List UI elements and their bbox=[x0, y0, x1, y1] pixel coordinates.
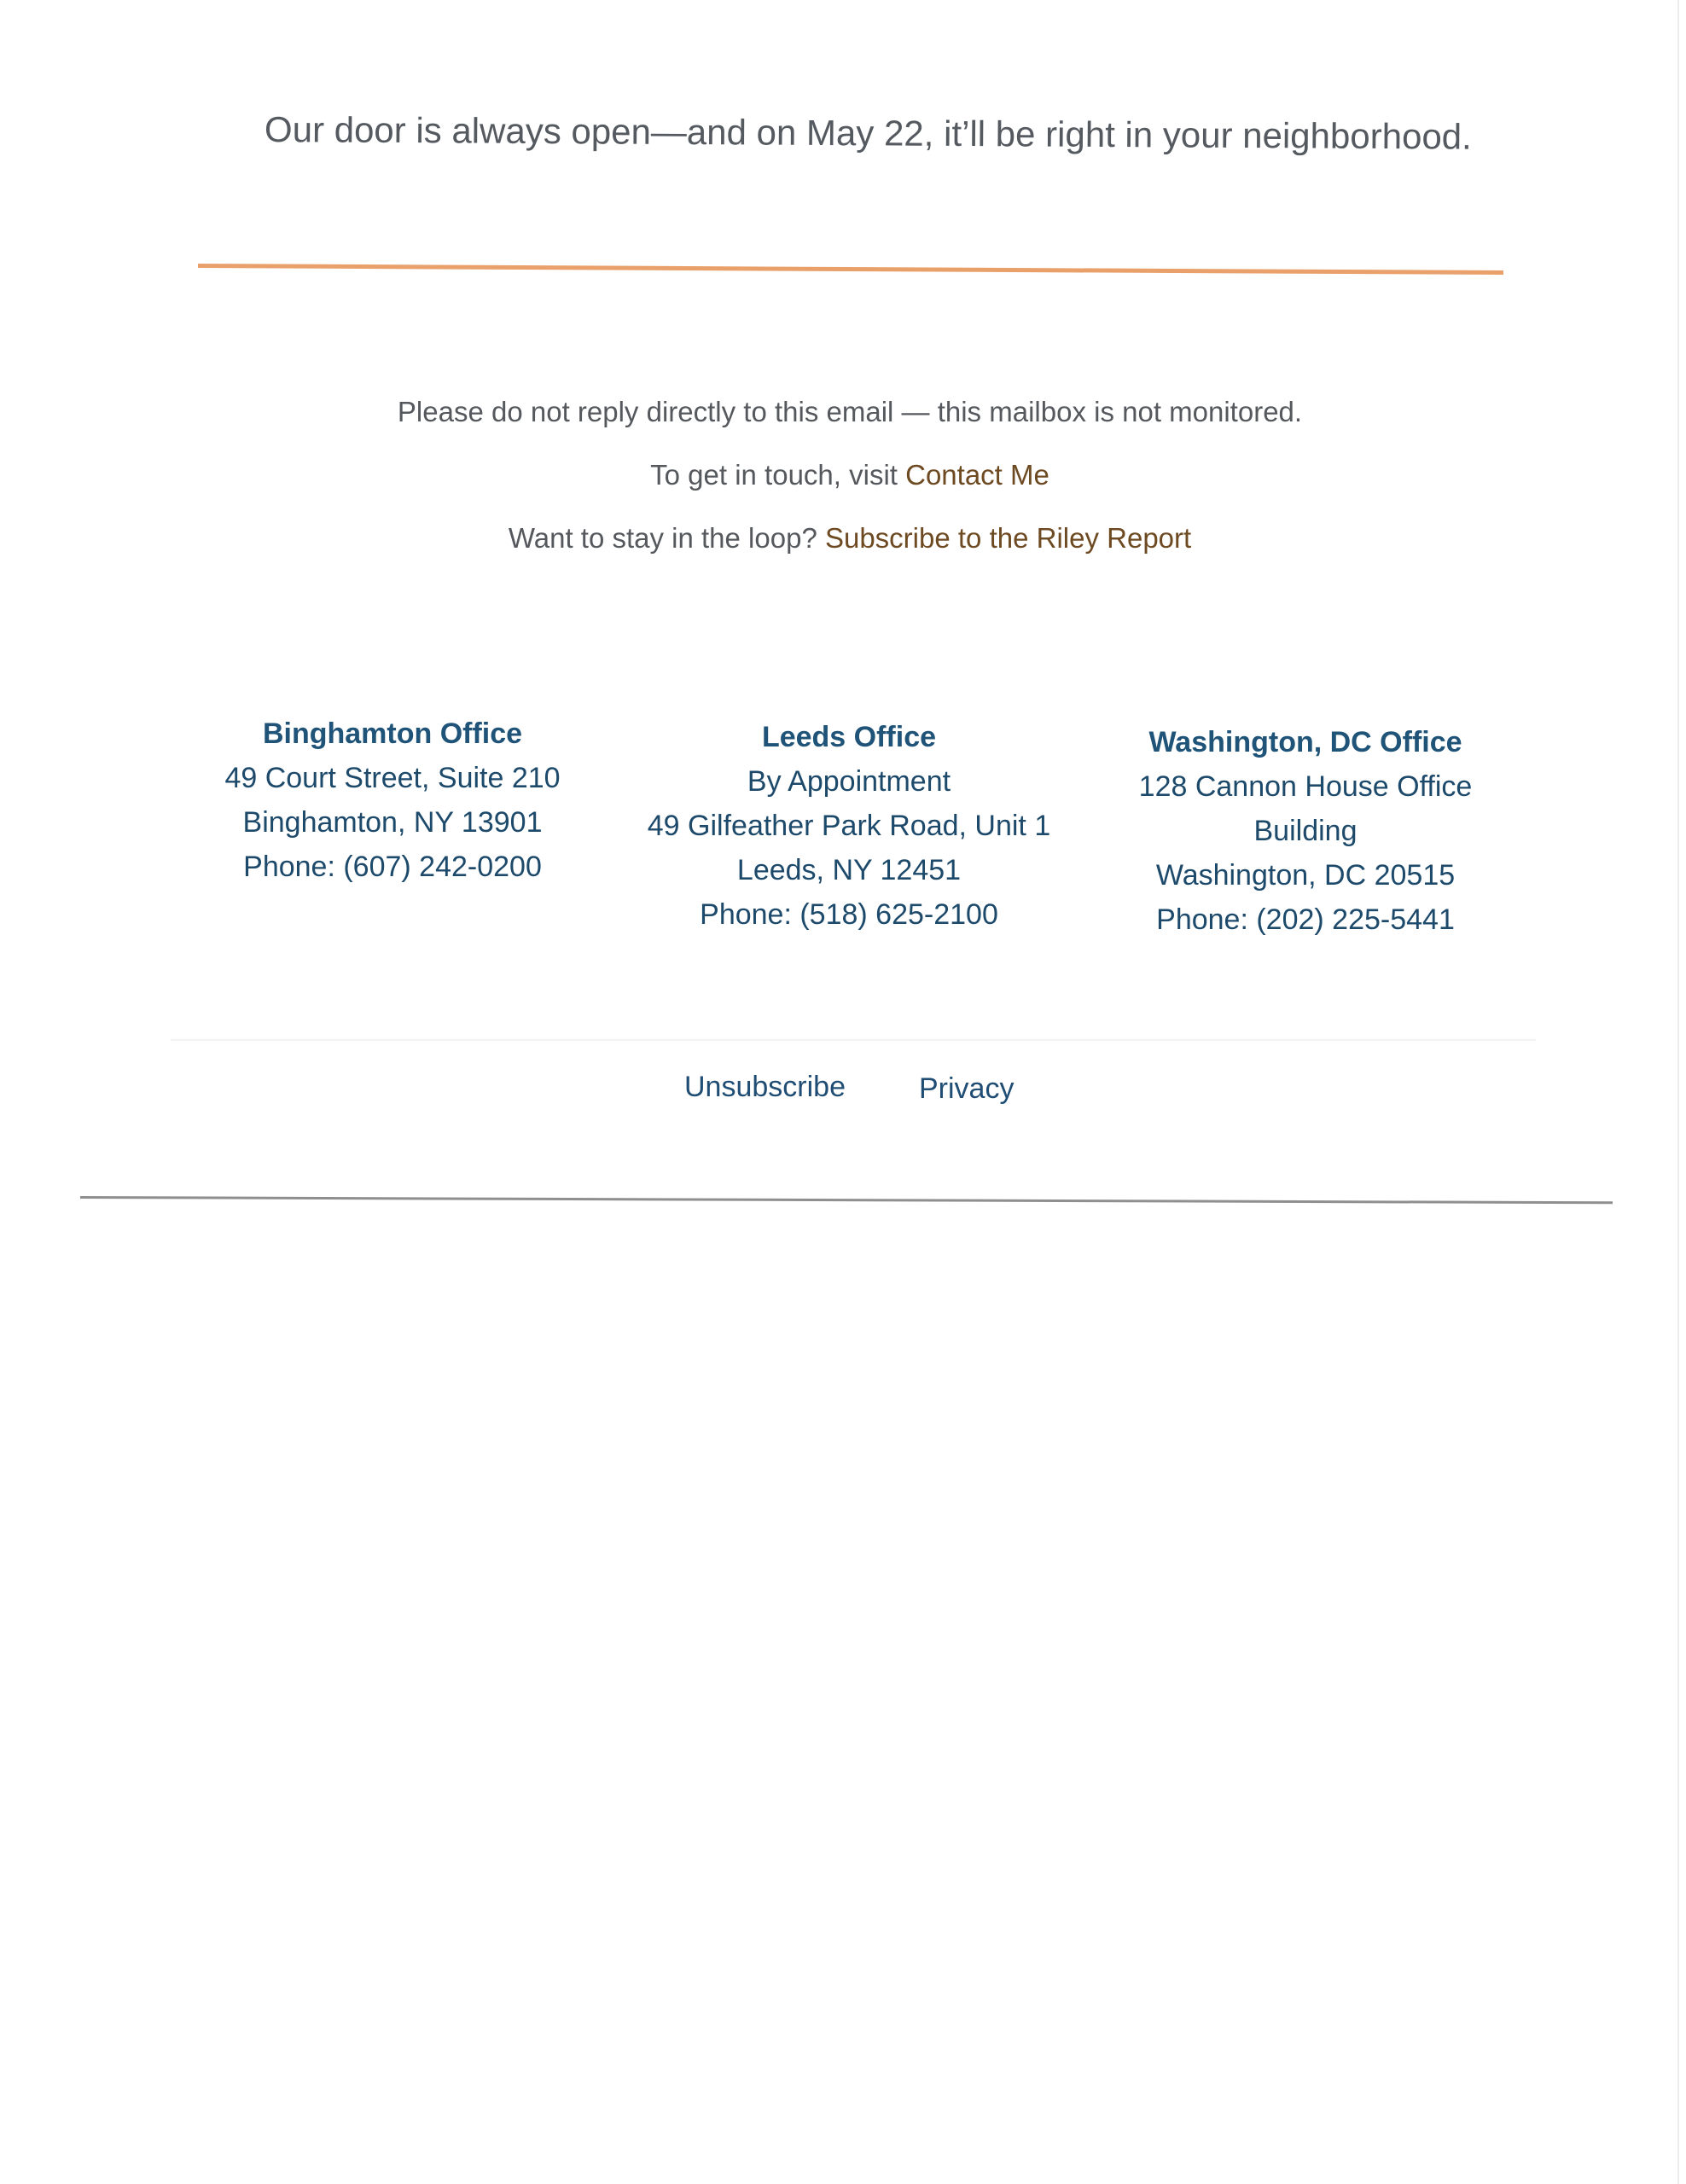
office-binghamton bbox=[179, 712, 606, 889]
office-city-line: Binghamton, NY 13901 bbox=[242, 806, 543, 839]
closing-message: Our door is always open—and on May 22, it’ll be right in your neighborhood. bbox=[264, 109, 1472, 157]
office-phone: Phone: (202) 225-5441 bbox=[1156, 903, 1455, 936]
office-note: By Appointment bbox=[747, 765, 951, 798]
footer-divider bbox=[171, 1039, 1536, 1041]
office-leeds bbox=[636, 715, 1062, 937]
contact-line bbox=[7, 459, 1686, 491]
scan-edge bbox=[1677, 0, 1679, 2184]
unsubscribe-link[interactable]: Unsubscribe bbox=[684, 1071, 846, 1103]
office-name: Binghamton Office bbox=[262, 717, 523, 750]
office-address-line: 49 Court Street, Suite 210 bbox=[224, 762, 561, 794]
office-phone: Phone: (607) 242-0200 bbox=[243, 851, 542, 883]
contact-me-link[interactable]: Contact Me bbox=[905, 459, 1049, 491]
privacy-link[interactable]: Privacy bbox=[919, 1072, 1015, 1105]
office-address-line: 128 Cannon House Office bbox=[1138, 770, 1473, 803]
office-phone: Phone: (518) 625-2100 bbox=[700, 898, 998, 931]
page-end-rule bbox=[80, 1196, 1613, 1204]
no-reply-notice: Please do not reply directly to this email — this mailbox is not monitored. bbox=[397, 396, 1303, 427]
subscribe-prefix: Want to stay in the loop? bbox=[508, 522, 825, 554]
office-name: Leeds Office bbox=[761, 721, 937, 753]
section-divider bbox=[198, 264, 1503, 275]
office-city-line: Leeds, NY 12451 bbox=[736, 854, 962, 886]
office-name: Washington, DC Office bbox=[1148, 726, 1462, 758]
contact-prefix: To get in touch, visit bbox=[650, 459, 906, 491]
subscribe-link[interactable]: Subscribe to the Riley Report bbox=[824, 522, 1192, 554]
office-city-line: Washington, DC 20515 bbox=[1155, 859, 1456, 892]
office-address-line-2: Building bbox=[1253, 815, 1358, 847]
subscribe-line bbox=[7, 522, 1686, 555]
office-washington-dc bbox=[1092, 720, 1519, 942]
office-address-line: 49 Gilfeather Park Road, Unit 1 bbox=[647, 810, 1051, 842]
